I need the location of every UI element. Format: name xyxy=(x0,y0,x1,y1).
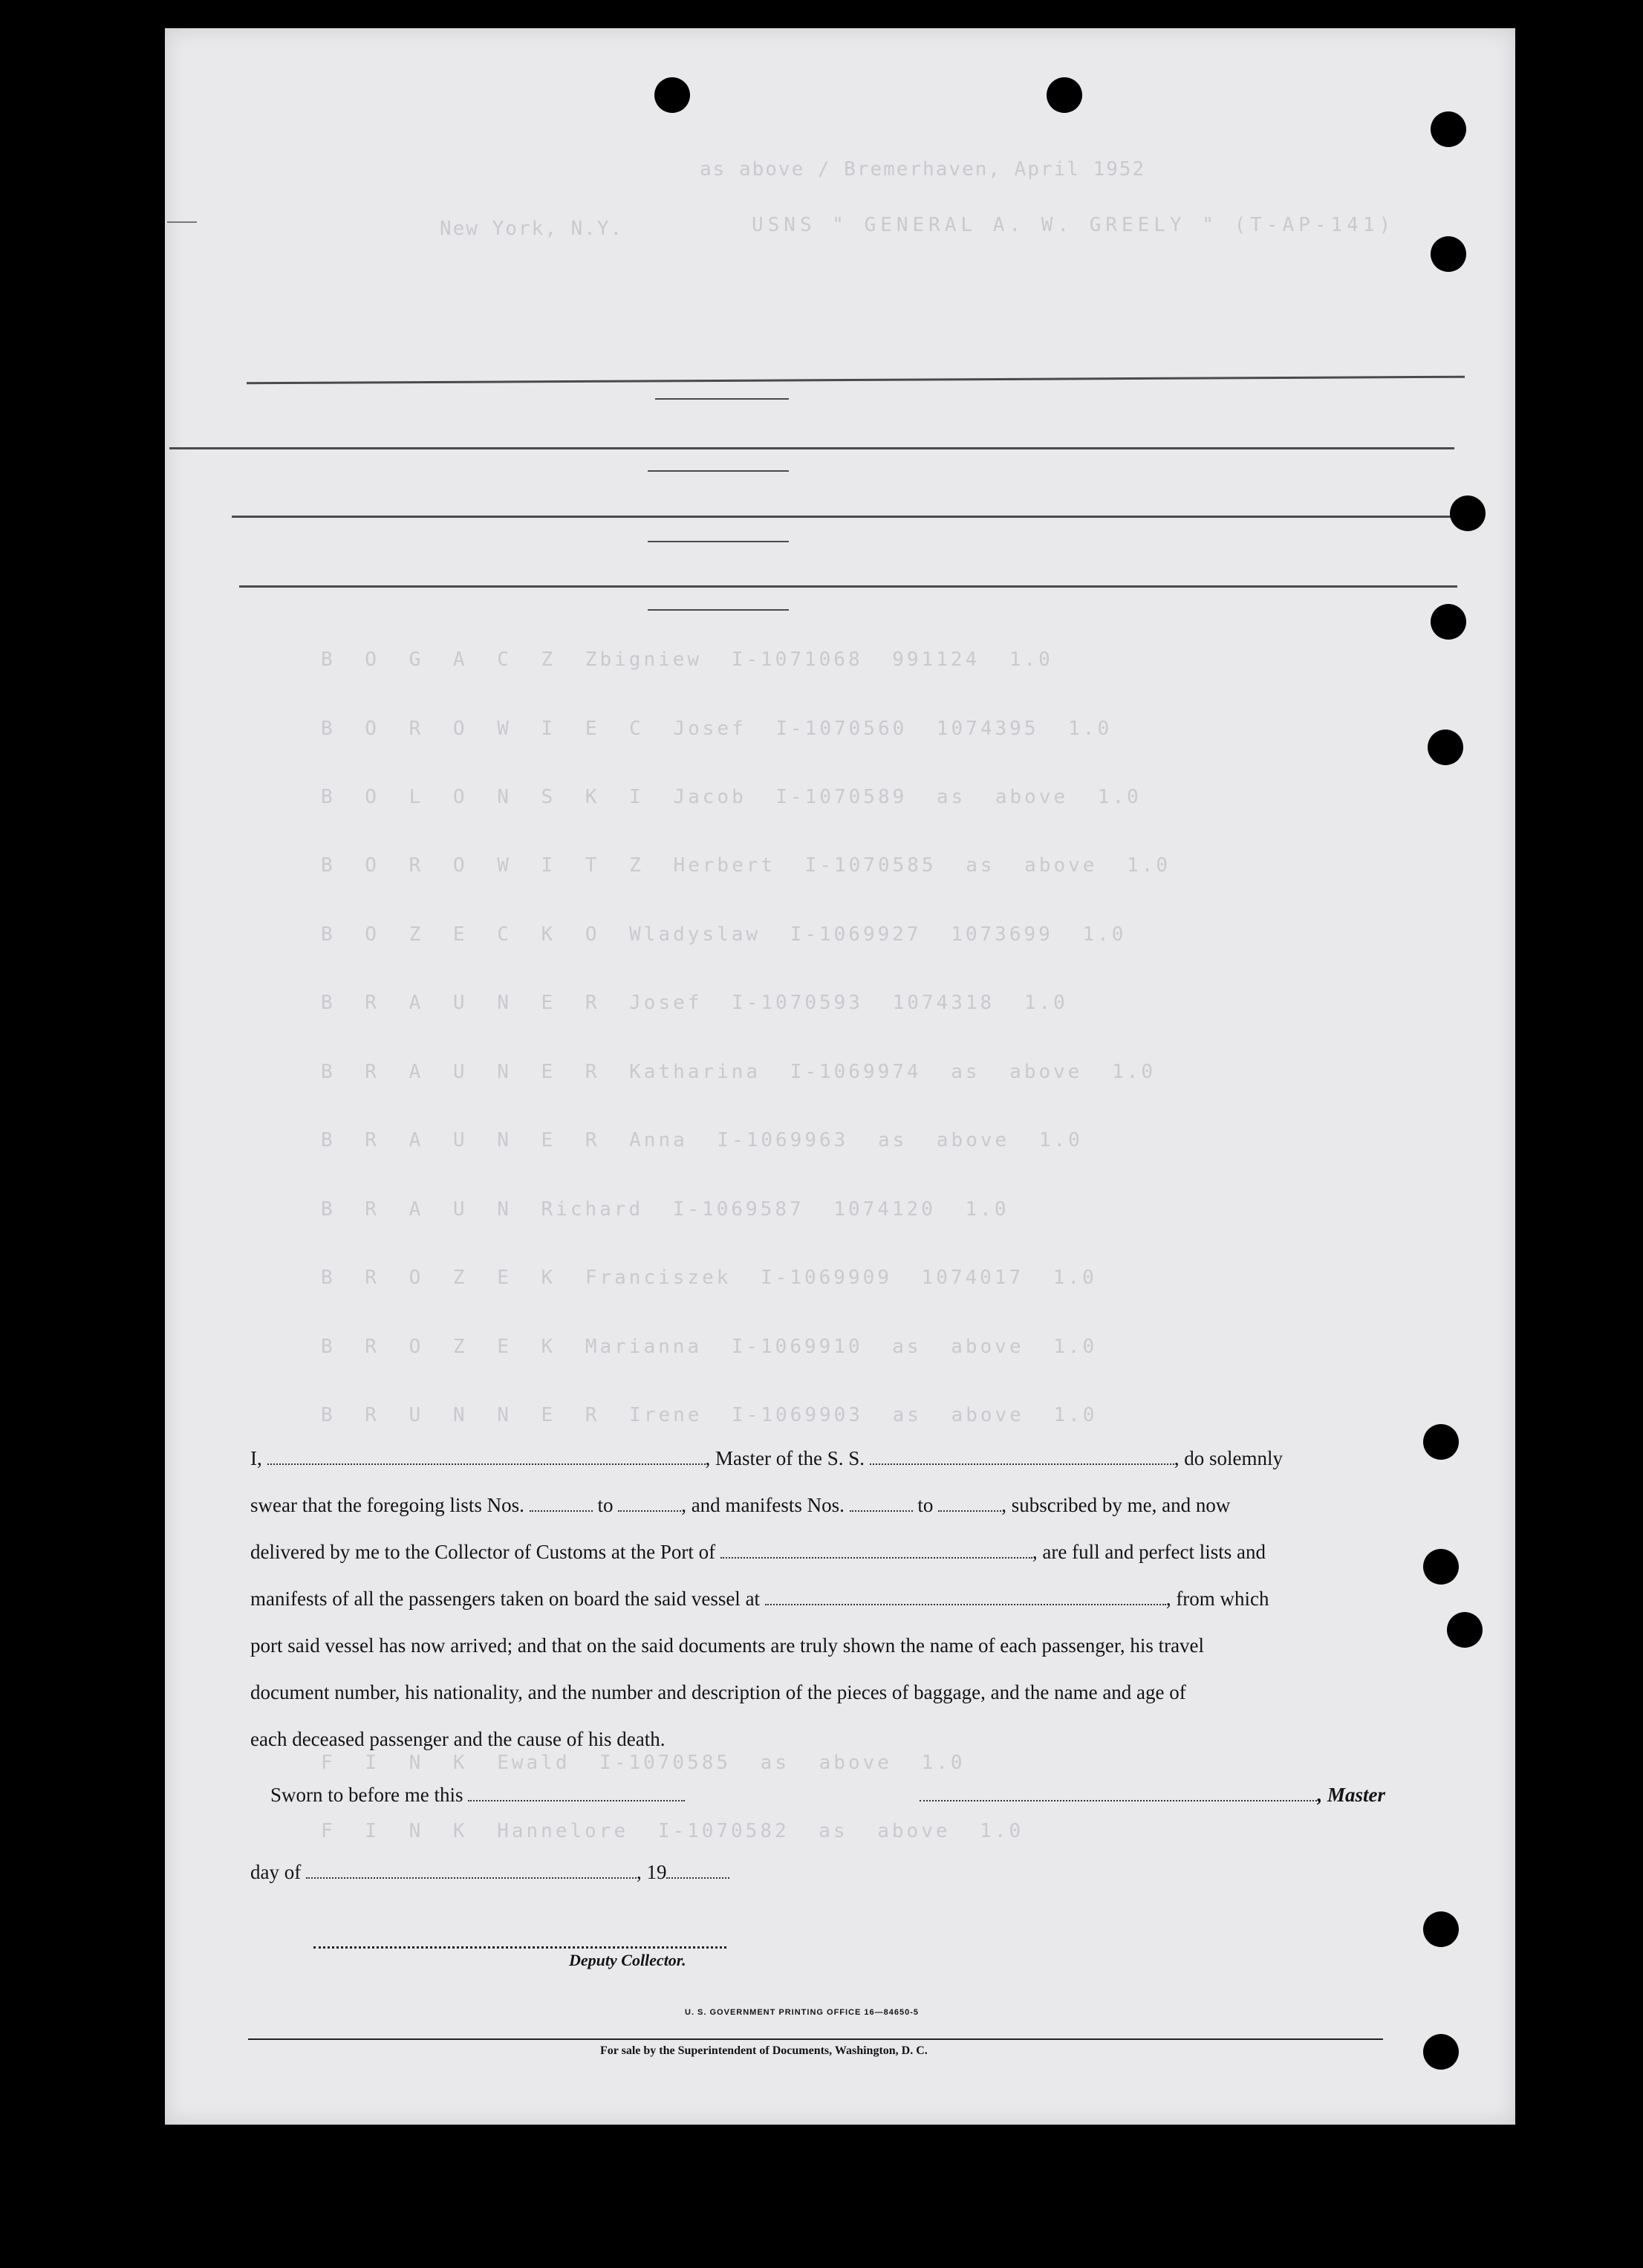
sworn-label: Sworn to before me this xyxy=(270,1784,463,1806)
master-signature-field[interactable] xyxy=(920,1785,1317,1801)
punch-hole xyxy=(1423,1911,1459,1947)
oath-text: to xyxy=(917,1494,934,1516)
faint-row: B R A U N E R Katharina I-1069974 as above 1.0 xyxy=(321,1061,1156,1083)
faint-row: B R A U N Richard I-1069587 1074120 1.0 xyxy=(321,1198,1009,1221)
faint-row: B O L O N S K I Jacob I-1070589 as above 1.0 xyxy=(321,786,1142,808)
faint-row: B O G A C Z Zbigniew I-1071068 991124 1.0 xyxy=(321,649,1053,671)
vessel-field[interactable] xyxy=(870,1449,1174,1465)
oath-text: , Master of the S. S. xyxy=(705,1447,865,1469)
footer-rule xyxy=(248,2038,1383,2040)
sworn-day-field[interactable] xyxy=(468,1785,685,1801)
day-of-line xyxy=(250,1861,729,1884)
oath-text: I, xyxy=(250,1447,262,1469)
strikethrough-line xyxy=(247,376,1465,385)
faint-row: B R O Z E K Marianna I-1069910 as above 1.0 xyxy=(321,1336,1098,1358)
strikethrough-line xyxy=(648,541,789,542)
oath-line-5: port said vessel has now arrived; and that on the said documents are truly shown the name of each passenger, his travel xyxy=(250,1634,1205,1657)
punch-hole xyxy=(1431,111,1466,147)
oath-text: swear that the foregoing lists Nos. xyxy=(250,1494,524,1516)
faint-row: B O Z E C K O Wladyslaw I-1069927 1073699 1.0 xyxy=(321,923,1127,946)
masters-oath xyxy=(250,1435,1385,1763)
oath-line-6: document number, his nationality, and the number and description of the pieces of baggage, and the name and age of xyxy=(250,1681,1186,1703)
list-from-field[interactable] xyxy=(530,1495,593,1512)
punch-hole xyxy=(1423,2034,1459,2070)
punch-hole xyxy=(1447,1612,1483,1648)
oath-text: , subscribed by me, and now xyxy=(1001,1494,1231,1516)
faint-row: B R O Z E K Franciszek I-1069909 1074017 1.0 xyxy=(321,1267,1097,1289)
strikethrough-line xyxy=(167,221,197,223)
punch-hole xyxy=(1431,604,1466,640)
deputy-collector-label: Deputy Collector. xyxy=(569,1951,686,1969)
punch-hole xyxy=(1047,77,1082,113)
oath-line-4 xyxy=(250,1576,1385,1622)
strikethrough-line xyxy=(169,447,1454,449)
faint-row: F I N K Hannelore I-1070582 as above 1.0 xyxy=(321,1820,1024,1842)
punch-hole xyxy=(1450,495,1486,531)
faint-row: F I N K Ewald I-1070585 as above 1.0 xyxy=(321,1752,966,1774)
month-field[interactable] xyxy=(306,1862,637,1879)
strikethrough-line xyxy=(655,398,789,400)
manifest-to-field[interactable] xyxy=(938,1495,1001,1512)
day-of-label: day of xyxy=(250,1861,302,1883)
faint-row: B O R O W I E C Josef I-1070560 1074395 1.0 xyxy=(321,718,1113,740)
oath-line-7: each deceased passenger and the cause of his death. xyxy=(250,1728,666,1750)
port-field[interactable] xyxy=(720,1542,1032,1559)
strikethrough-line xyxy=(239,585,1457,588)
oath-text: , do solemnly xyxy=(1174,1447,1283,1469)
oath-text: , from which xyxy=(1165,1588,1269,1610)
embarkation-field[interactable] xyxy=(765,1589,1166,1605)
faint-header-line1: USNS " GENERAL A. W. GREELY " (T-AP-141) xyxy=(752,214,1396,236)
strikethrough-line xyxy=(648,470,789,472)
gpo-imprint: U. S. GOVERNMENT PRINTING OFFICE 16—84650-5 xyxy=(685,2008,920,2017)
faint-typed-manifest xyxy=(165,28,1515,2125)
manifest-sheet xyxy=(165,28,1515,2125)
faint-row: B O R O W I T Z Herbert I-1070585 as above 1.0 xyxy=(321,854,1171,877)
oath-line-1 xyxy=(250,1435,1385,1482)
manifest-from-field[interactable] xyxy=(850,1495,913,1512)
strikethrough-line xyxy=(648,609,789,611)
punch-hole xyxy=(1423,1424,1459,1460)
oath-text: manifests of all the passengers taken on board the said vessel at xyxy=(250,1588,761,1610)
oath-line-3 xyxy=(250,1529,1385,1576)
year-field[interactable] xyxy=(666,1862,729,1879)
punch-hole xyxy=(1428,730,1463,765)
faint-row: B R U N N E R Irene I-1069903 as above 1.0 xyxy=(321,1404,1098,1426)
list-to-field[interactable] xyxy=(618,1495,681,1512)
punch-hole xyxy=(1423,1549,1459,1585)
deputy-signature-line xyxy=(313,1946,726,1949)
punch-hole xyxy=(654,77,690,113)
strikethrough-line xyxy=(232,516,1457,518)
for-sale-notice: For sale by the Superintendent of Documents, Washington, D. C. xyxy=(600,2044,928,2057)
oath-text: delivered by me to the Collector of Customs at the Port of xyxy=(250,1541,716,1563)
faint-header-line3: New York, N.Y. xyxy=(440,218,624,240)
faint-header-line2: as above / Bremerhaven, April 1952 xyxy=(700,158,1146,181)
master-label: , Master xyxy=(1317,1784,1385,1806)
year-label: , 19 xyxy=(636,1861,667,1883)
faint-row: B R A U N E R Josef I-1070593 1074318 1.0 xyxy=(321,992,1068,1014)
oath-line-2 xyxy=(250,1482,1385,1529)
name-field[interactable] xyxy=(267,1449,706,1465)
oath-text: , are full and perfect lists and xyxy=(1032,1541,1266,1563)
punch-hole xyxy=(1431,236,1466,272)
faint-row: B R A U N E R Anna I-1069963 as above 1.0 xyxy=(321,1129,1083,1151)
oath-text: to xyxy=(597,1494,614,1516)
oath-text: , and manifests Nos. xyxy=(681,1494,845,1516)
master-signature xyxy=(908,1784,1385,1807)
